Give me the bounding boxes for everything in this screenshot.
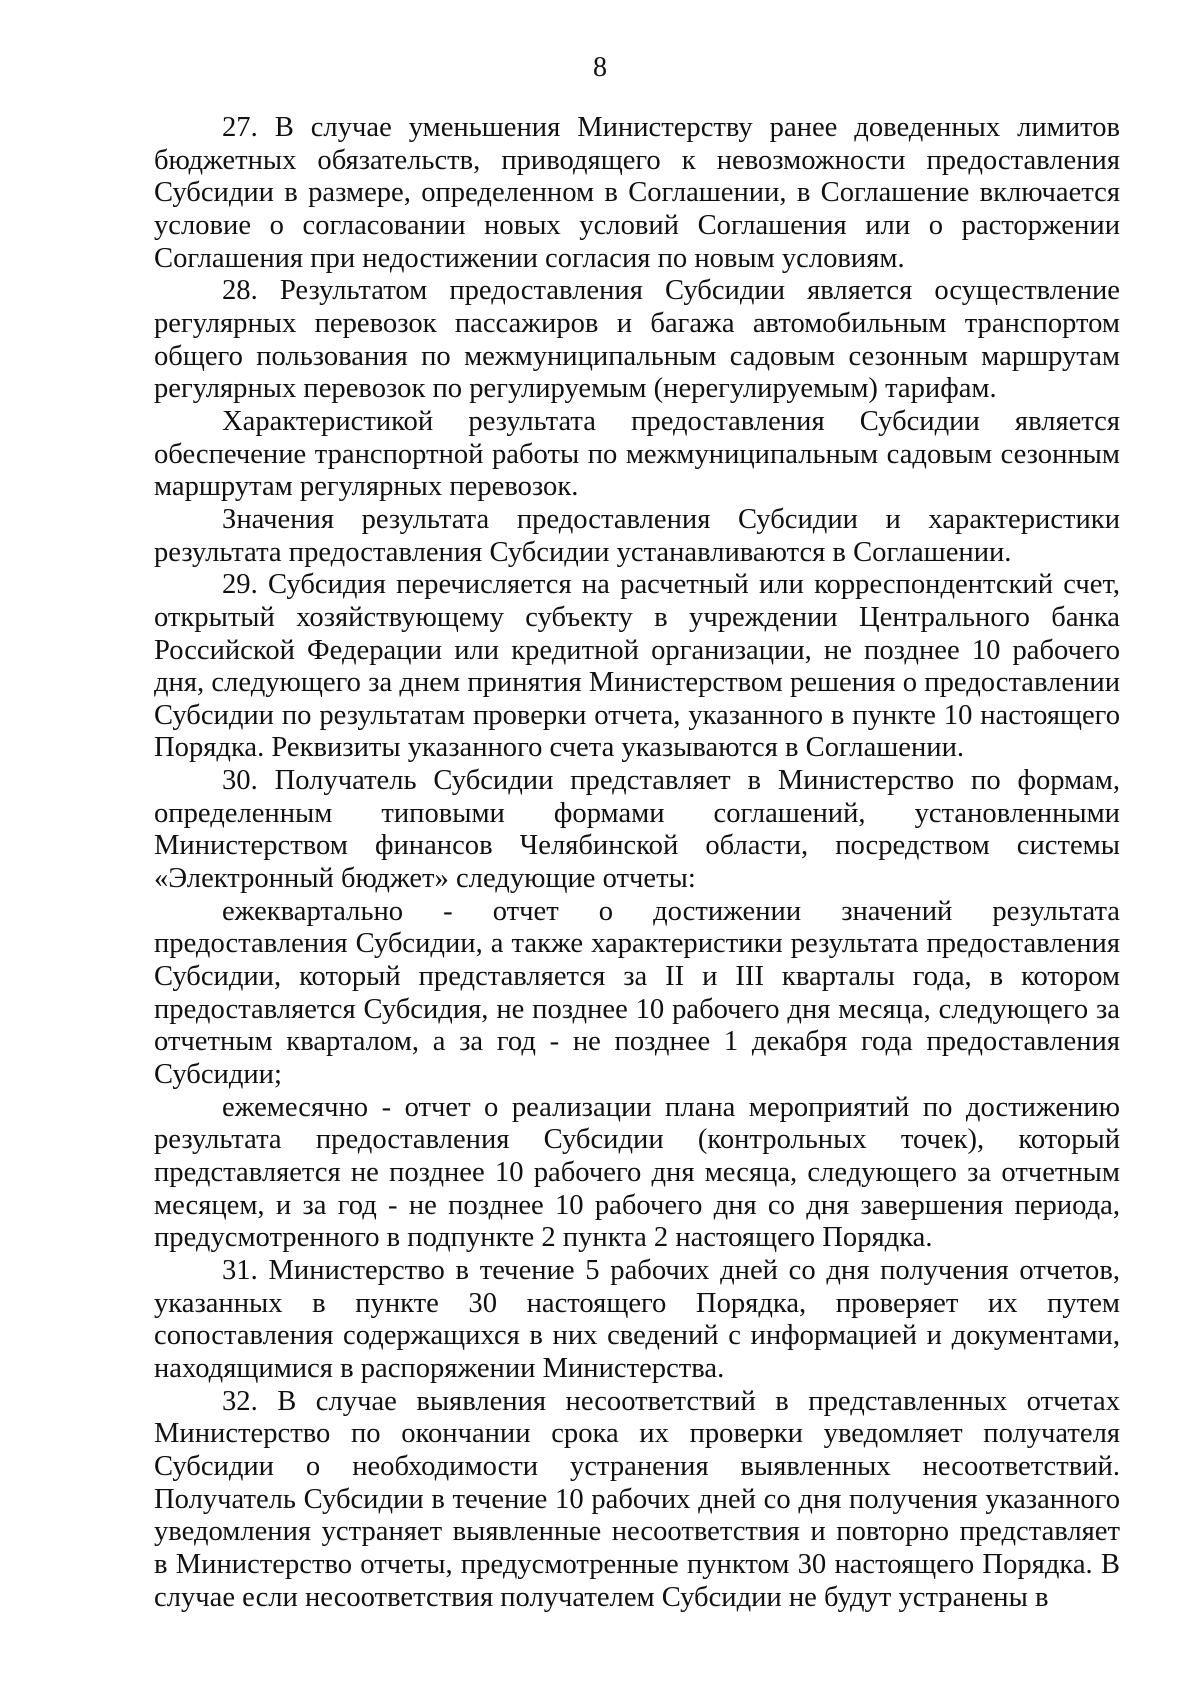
- paragraph-28-values: Значения результата предоставления Субсидии и характеристики результата предоставления Субсидии устанавливаются в Соглашении.: [154, 503, 1120, 568]
- paragraph-30: 30. Получатель Субсидии представляет в Министерство по формам, определенным типовыми формами соглашений, установленными Министерством финансов Челябинской области, посредством системы «Электронный бюджет» следующие отчеты:: [154, 765, 1120, 895]
- paragraph-29: 29. Субсидия перечисляется на расчетный или корреспондентский счет, открытый хозяйствующему субъекту в учреждении Центрального банка Российской Федерации или кредитной организации, не позднее 10 рабочего дня, следующего за днем принятия Министерством решения о предоставлении Субсидии по результатам проверки отчета, указанного в пункте 10 настоящего Порядка. Реквизиты указанного счета указываются в Соглашении.: [154, 569, 1120, 764]
- paragraph-30-monthly: ежемесячно - отчет о реализации плана мероприятий по достижению результата предоставления Субсидии (контрольных точек), который представляется не позднее 10 рабочего дня месяца, следующего за отчетным месяцем, и за год - не позднее 10 рабочего дня со дня завершения периода, предусмотренного в подпункте 2 пункта 2 настоящего Порядка.: [154, 1091, 1120, 1254]
- paragraph-28-characteristic: Характеристикой результата предоставления Субсидии является обеспечение транспортной работы по межмуниципальным садовым сезонным маршрутам регулярных перевозок.: [154, 405, 1120, 503]
- document-body: [154, 112, 1120, 1614]
- paragraph-28: 28. Результатом предоставления Субсидии является осуществление регулярных перевозок пассажиров и багажа автомобильным транспортом общего пользования по межмуниципальным садовым сезонным маршрутам регулярных перевозок по регулируемым (нерегулируемым) тарифам.: [154, 275, 1120, 405]
- paragraph-30-quarterly: ежеквартально - отчет о достижении значений результата предоставления Субсидии, а также характеристики результата предоставления Субсидии, который представляется за II и III кварталы года, в котором предоставляется Субсидия, не позднее 10 рабочего дня месяца, следующего за отчетным кварталом, а за год - не позднее 1 декабря года предоставления Субсидии;: [154, 895, 1120, 1091]
- paragraph-32: 32. В случае выявления несоответствий в представленных отчетах Министерство по окончании срока их проверки уведомляет получателя Субсидии о необходимости устранения выявленных несоответствий. Получатель Субсидии в течение 10 рабочих дней со дня получения указанного уведомления устраняет выявленные несоответствия и повторно представляет в Министерство отчеты, предусмотренные пунктом 30 настоящего Порядка. В случае если несоответствия получателем Субсидии не будут устранены в: [154, 1385, 1120, 1613]
- paragraph-31: 31. Министерство в течение 5 рабочих дней со дня получения отчетов, указанных в пункте 30 настоящего Порядка, проверяет их путем сопоставления содержащихся в них сведений с информацией и документами, находящимися в распоряжении Министерства.: [154, 1254, 1120, 1384]
- paragraph-27: 27. В случае уменьшения Министерству ранее доведенных лимитов бюджетных обязательств, приводящего к невозможности предоставления Субсидии в размере, определенном в Соглашении, в Соглашение включается условие о согласовании новых условий Соглашения или о расторжении Соглашения при недостижении согласия по новым условиям.: [154, 112, 1120, 274]
- page-number: 8: [593, 52, 607, 83]
